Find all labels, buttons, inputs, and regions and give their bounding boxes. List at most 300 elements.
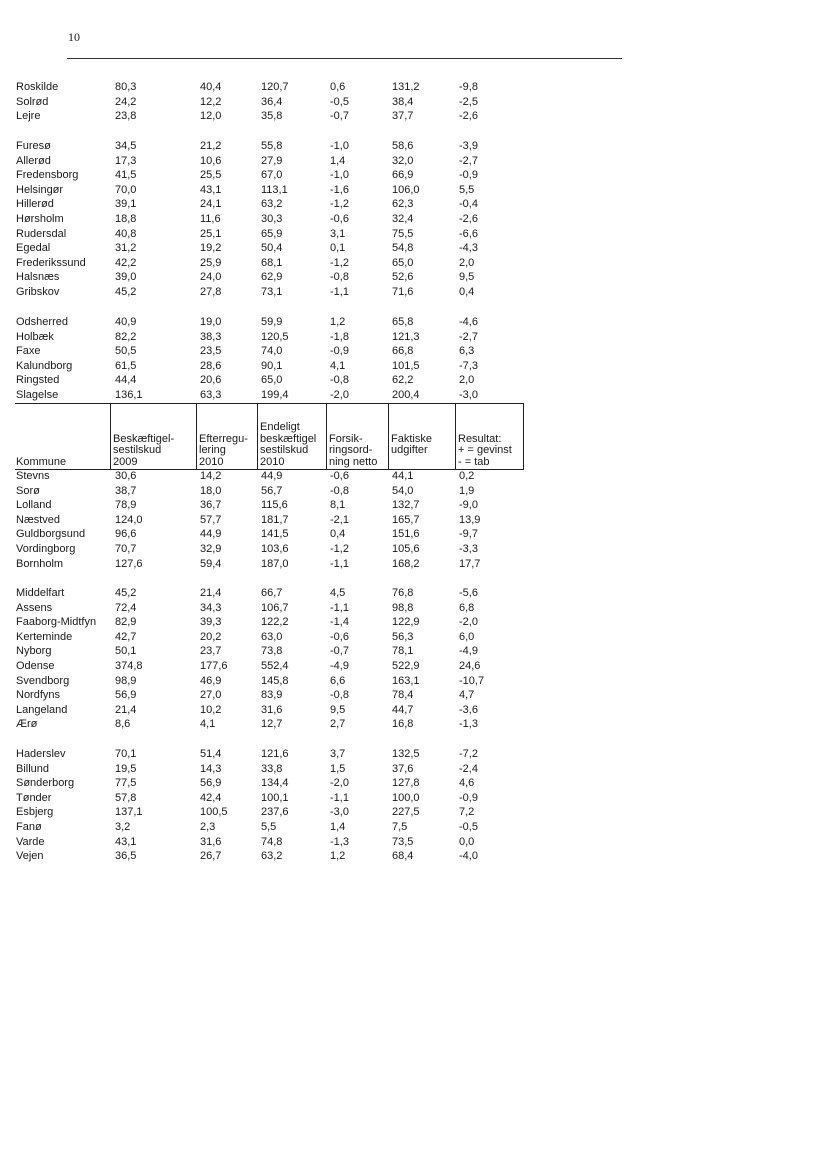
- kommune-name: Kerteminde: [16, 630, 73, 643]
- table-cell: 24,1: [200, 198, 222, 211]
- table-cell: 101,5: [392, 359, 420, 372]
- column-header-line: ning netto: [329, 455, 378, 468]
- header-divider: [326, 403, 327, 469]
- table-row: [0, 227, 600, 242]
- column-header-line: Resultat:: [458, 432, 502, 445]
- column-header-line: - = tab: [458, 455, 490, 468]
- column-header-line: 2009: [113, 455, 138, 468]
- kommune-name: Vejen: [16, 850, 44, 863]
- table-cell: 36,7: [200, 499, 222, 512]
- table-cell: 42,7: [115, 630, 137, 643]
- column-header-line: lering: [199, 444, 226, 456]
- table-row: [0, 805, 600, 820]
- table-cell: 59,4: [200, 557, 222, 570]
- table-cell: -0,8: [330, 689, 349, 702]
- table-cell: -0,5: [459, 821, 478, 833]
- table-cell: 163,1: [392, 674, 420, 687]
- table-cell: -4,6: [459, 316, 478, 328]
- kommune-name: Halsnæs: [16, 271, 60, 284]
- table-cell: 62,9: [261, 271, 283, 284]
- table-cell: 66,9: [392, 169, 414, 182]
- table-cell: 66,7: [261, 587, 283, 599]
- table-row: [0, 285, 600, 300]
- table-cell: 36,5: [115, 850, 137, 863]
- table-cell: 27,8: [200, 286, 222, 298]
- table-cell: 24,6: [459, 660, 481, 672]
- table-cell: -1,8: [330, 330, 349, 343]
- table-cell: 4,7: [459, 689, 475, 702]
- table-cell: 43,1: [200, 183, 222, 196]
- table-cell: 168,2: [392, 557, 420, 570]
- table-cell: 51,4: [200, 748, 222, 760]
- table-cell: 78,4: [392, 689, 414, 702]
- table-cell: 50,4: [261, 242, 283, 255]
- table-cell: 124,0: [115, 513, 143, 526]
- column-header-line: sestilskud: [260, 444, 309, 456]
- table-cell: 24,0: [200, 271, 222, 284]
- table-cell: -6,6: [459, 227, 478, 240]
- table-cell: 98,8: [392, 601, 414, 614]
- table-cell: 1,4: [330, 821, 346, 833]
- table-cell: 2,0: [459, 374, 475, 387]
- kommune-name: Assens: [16, 601, 53, 614]
- table-cell: -3,3: [459, 543, 478, 555]
- table-cell: 120,7: [261, 81, 289, 93]
- table-row: [0, 256, 600, 271]
- table-cell: 19,2: [200, 242, 222, 255]
- kommune-name: Frederikssund: [16, 256, 86, 269]
- table-cell: -1,4: [330, 616, 349, 629]
- table-cell: 78,9: [115, 499, 137, 512]
- table-cell: 78,1: [392, 645, 414, 658]
- table-cell: 120,5: [261, 330, 289, 343]
- table-cell: 165,7: [392, 513, 420, 526]
- table-cell: 0,1: [330, 242, 346, 255]
- kommune-name: Allerød: [16, 154, 51, 167]
- table-cell: 181,7: [261, 513, 289, 526]
- table-cell: 4,6: [459, 777, 475, 790]
- table-cell: -7,2: [459, 748, 478, 760]
- table-cell: 98,9: [115, 674, 137, 687]
- table-cell: 72,4: [115, 601, 137, 614]
- table-cell: 76,8: [392, 587, 414, 599]
- table-cell: 100,5: [200, 806, 228, 819]
- table-cell: 27,0: [200, 689, 222, 702]
- kommune-name: Tønder: [16, 791, 52, 804]
- table-cell: -2,6: [459, 110, 478, 123]
- table-cell: 121,3: [392, 330, 420, 343]
- table-cell: 57,8: [115, 791, 137, 804]
- table-row: [0, 197, 600, 212]
- table-cell: 40,9: [115, 316, 137, 328]
- table-cell: 23,8: [115, 110, 137, 123]
- table-cell: -3,0: [459, 389, 478, 401]
- header-rule: [67, 58, 622, 59]
- table-cell: 34,3: [200, 601, 222, 614]
- kommune-name: Nyborg: [16, 645, 52, 658]
- table-cell: 25,1: [200, 227, 222, 240]
- table-cell: 61,5: [115, 359, 137, 372]
- table-cell: 0,4: [459, 286, 475, 298]
- kommune-name: Egedal: [16, 242, 51, 255]
- column-header-line: Endeligt: [260, 421, 300, 433]
- table-cell: 59,9: [261, 316, 283, 328]
- table-cell: -0,8: [330, 271, 349, 284]
- table-cell: -0,6: [330, 630, 349, 643]
- table-cell: 127,6: [115, 557, 143, 570]
- table-cell: 187,0: [261, 557, 289, 570]
- table-cell: 12,0: [200, 110, 222, 123]
- table-cell: -0,6: [330, 213, 349, 225]
- table-row: [0, 139, 600, 154]
- table-cell: 82,9: [115, 616, 137, 629]
- table-cell: 40,8: [115, 227, 137, 240]
- table-cell: 11,6: [200, 213, 221, 225]
- kommune-name: Næstved: [16, 513, 61, 526]
- table-row: [0, 586, 600, 601]
- table-cell: -9,7: [459, 528, 478, 541]
- table-row: [0, 168, 600, 183]
- table-cell: 45,2: [115, 286, 137, 298]
- table-cell: 21,4: [200, 587, 222, 599]
- table-row: [0, 241, 600, 256]
- kommune-name: Bornholm: [16, 557, 64, 570]
- table-cell: -3,0: [330, 806, 349, 819]
- kommune-name: Hillerød: [16, 198, 54, 211]
- table-cell: 56,7: [261, 484, 283, 497]
- table-row: [0, 557, 600, 572]
- kommune-name: Helsingør: [16, 183, 64, 196]
- table-cell: 39,3: [200, 616, 222, 629]
- table-row: [0, 154, 600, 169]
- table-cell: 65,0: [392, 256, 414, 269]
- table-cell: 6,0: [459, 630, 475, 643]
- header-divider: [388, 403, 389, 469]
- table-cell: 23,7: [200, 645, 222, 658]
- column-header-line: Faktiske: [391, 432, 432, 445]
- table-cell: 25,9: [200, 256, 222, 269]
- table-cell: 121,6: [261, 748, 289, 760]
- table-row: [0, 315, 600, 330]
- table-cell: 30,3: [261, 213, 283, 225]
- table-cell: 77,5: [115, 777, 137, 790]
- table-cell: 54,0: [392, 484, 414, 497]
- table-cell: 31,6: [261, 703, 283, 716]
- table-cell: 227,5: [392, 806, 420, 819]
- table-cell: 137,1: [115, 806, 143, 819]
- column-header-line: udgifter: [391, 444, 428, 456]
- kommune-name: Nordfyns: [16, 689, 61, 702]
- table-cell: 26,7: [200, 850, 222, 863]
- kommune-name: Haderslev: [16, 748, 66, 760]
- table-cell: 115,6: [261, 499, 288, 512]
- table-cell: 32,4: [392, 213, 414, 225]
- table-cell: -1,1: [330, 286, 349, 298]
- table-cell: 131,2: [392, 81, 420, 93]
- table-cell: 3,2: [115, 821, 131, 833]
- table-cell: 3,7: [330, 748, 346, 760]
- table-cell: -1,0: [330, 169, 349, 182]
- table-cell: 200,4: [392, 389, 420, 401]
- table-row: [0, 80, 600, 95]
- column-header-kommune: Kommune: [16, 455, 67, 468]
- table-cell: 38,7: [115, 484, 137, 497]
- table-cell: 37,7: [392, 110, 414, 123]
- table-cell: 65,0: [261, 374, 283, 387]
- table-cell: 50,5: [115, 345, 137, 358]
- table-cell: 7,2: [459, 806, 475, 819]
- header-divider: [110, 403, 111, 469]
- table-row: [0, 513, 600, 528]
- table-cell: -1,1: [330, 601, 349, 614]
- kommune-name: Svendborg: [16, 674, 70, 687]
- column-header-line: sestilskud: [113, 444, 162, 456]
- table-cell: 19,5: [115, 762, 137, 775]
- table-cell: 30,6: [115, 470, 137, 482]
- table-cell: -0,8: [330, 374, 349, 387]
- table-cell: 62,2: [392, 374, 414, 387]
- table-cell: 58,6: [392, 140, 414, 152]
- table-cell: 44,9: [200, 528, 222, 541]
- table-cell: 33,8: [261, 762, 283, 775]
- table-cell: 21,2: [200, 140, 222, 152]
- table-cell: 73,8: [261, 645, 283, 658]
- table-cell: 9,5: [459, 271, 475, 284]
- table-cell: -0,8: [330, 484, 349, 497]
- column-header-line: + = gevinst: [458, 444, 512, 456]
- table-cell: -1,1: [330, 557, 349, 570]
- table-cell: 56,9: [200, 777, 222, 790]
- kommune-name: Lejre: [16, 110, 41, 123]
- kommune-name: Solrød: [16, 95, 49, 108]
- table-cell: -1,2: [330, 198, 349, 211]
- kommune-name: Langeland: [16, 703, 68, 716]
- table-cell: 237,6: [261, 806, 289, 819]
- table-cell: -4,9: [330, 660, 349, 672]
- table-cell: 1,2: [330, 850, 346, 863]
- table-cell: -2,4: [459, 762, 478, 775]
- table-cell: 2,0: [459, 256, 475, 269]
- table-cell: 74,8: [261, 835, 283, 848]
- table-row: [0, 615, 600, 630]
- table-row: [0, 688, 600, 703]
- table-cell: 82,2: [115, 330, 137, 343]
- table-cell: -0,6: [330, 470, 349, 482]
- table-cell: -2,6: [459, 213, 478, 225]
- table-cell: 0,4: [330, 528, 346, 541]
- table-cell: 62,3: [392, 198, 414, 211]
- table-cell: 70,7: [115, 543, 137, 555]
- table-cell: -4,9: [459, 645, 478, 658]
- table-cell: 20,6: [200, 374, 222, 387]
- table-cell: -0,7: [330, 110, 349, 123]
- table-row: [0, 95, 600, 110]
- table-row: [0, 791, 600, 806]
- table-cell: -2,0: [330, 389, 349, 401]
- table-cell: 44,9: [261, 470, 283, 482]
- kommune-name: Roskilde: [16, 81, 59, 93]
- table-cell: 73,1: [261, 286, 283, 298]
- table-row: [0, 183, 600, 198]
- table-cell: -0,4: [459, 198, 478, 211]
- header-divider: [196, 403, 197, 469]
- kommune-name: Vordingborg: [16, 543, 76, 555]
- kommune-name: Sorø: [16, 484, 40, 497]
- table-cell: 3,1: [330, 227, 346, 240]
- kommune-name: Hørsholm: [16, 213, 64, 225]
- table-cell: -1,2: [330, 256, 349, 269]
- table-cell: 2,7: [330, 718, 346, 731]
- table-cell: 75,5: [392, 227, 414, 240]
- table-row: [0, 469, 600, 484]
- table-cell: 63,0: [261, 630, 283, 643]
- table-cell: 0,6: [330, 81, 346, 93]
- table-cell: 42,4: [200, 791, 222, 804]
- kommune-name: Odsherred: [16, 316, 68, 328]
- table-cell: -0,5: [330, 95, 349, 108]
- header-divider: [257, 403, 258, 469]
- table-cell: -7,3: [459, 359, 478, 372]
- table-cell: 106,0: [392, 183, 420, 196]
- table-cell: 4,1: [330, 359, 346, 372]
- kommune-name: Rudersdal: [16, 227, 67, 240]
- table-row: [0, 542, 600, 557]
- table-row: [0, 330, 600, 345]
- table-cell: -1,6: [330, 183, 349, 196]
- table-cell: 68,1: [261, 256, 283, 269]
- table-cell: 41,5: [115, 169, 137, 182]
- table-row: [0, 212, 600, 227]
- table-cell: -1,3: [330, 835, 349, 848]
- table-cell: 18,8: [115, 213, 137, 225]
- table-cell: 132,7: [392, 499, 420, 512]
- table-cell: 0,0: [459, 835, 475, 848]
- table-cell: 12,2: [200, 95, 222, 108]
- table-cell: 35,8: [261, 110, 283, 123]
- table-cell: 65,9: [261, 227, 283, 240]
- column-header-line: 2010: [199, 455, 224, 468]
- table-cell: 63,2: [261, 198, 283, 211]
- table-cell: 39,0: [115, 271, 137, 284]
- table-cell: 122,2: [261, 616, 289, 629]
- table-cell: 42,2: [115, 256, 137, 269]
- table-row: [0, 849, 600, 864]
- table-row: [0, 747, 600, 762]
- table-cell: 55,8: [261, 140, 283, 152]
- table-cell: 9,5: [330, 703, 346, 716]
- table-cell: 52,6: [392, 271, 414, 284]
- table-row: [0, 717, 600, 732]
- kommune-name: Holbæk: [16, 330, 54, 343]
- table-cell: 8,1: [330, 499, 346, 512]
- table-cell: 68,4: [392, 850, 414, 863]
- table-cell: -0,9: [459, 169, 478, 182]
- table-cell: 24,2: [115, 95, 137, 108]
- table-cell: 0,2: [459, 470, 475, 482]
- table-cell: 32,9: [200, 543, 222, 555]
- table-cell: 5,5: [261, 821, 277, 833]
- table-cell: -0,9: [459, 791, 478, 804]
- table-cell: 136,1: [115, 389, 143, 401]
- table-cell: 74,0: [261, 345, 283, 358]
- table-cell: 8,6: [115, 718, 131, 731]
- table-cell: -0,7: [330, 645, 349, 658]
- table-cell: 57,7: [200, 513, 222, 526]
- table-cell: 34,5: [115, 140, 137, 152]
- table-cell: 145,8: [261, 674, 289, 687]
- table-row: [0, 703, 600, 718]
- table-cell: 90,1: [261, 359, 283, 372]
- table-cell: 17,7: [459, 557, 481, 570]
- table-cell: 151,6: [392, 528, 420, 541]
- table-cell: 25,5: [200, 169, 222, 182]
- table-row: [0, 344, 600, 359]
- column-header-line: Beskæftigel-: [113, 432, 175, 445]
- table-cell: 552,4: [261, 660, 289, 672]
- table-cell: 141,5: [261, 528, 289, 541]
- table-row: [0, 644, 600, 659]
- table-cell: 70,0: [115, 183, 137, 196]
- table-cell: 43,1: [115, 835, 137, 848]
- kommune-name: Slagelse: [16, 389, 59, 401]
- table-row: [0, 498, 600, 513]
- kommune-name: Kalundborg: [16, 359, 73, 372]
- table-cell: 36,4: [261, 95, 283, 108]
- kommune-name: Billund: [16, 762, 50, 775]
- column-header-line: Efterregu-: [199, 432, 248, 445]
- table-cell: -10,7: [459, 674, 485, 687]
- table-cell: 7,5: [392, 821, 408, 833]
- table-cell: 65,8: [392, 316, 414, 328]
- kommune-name: Middelfart: [16, 587, 65, 599]
- table-row: [0, 388, 600, 403]
- table-cell: -1,1: [330, 791, 349, 804]
- table-cell: -9,8: [459, 81, 478, 93]
- table-cell: 1,2: [330, 316, 346, 328]
- table-row: [0, 674, 600, 689]
- table-cell: 5,5: [459, 183, 475, 196]
- table-cell: 1,9: [459, 484, 475, 497]
- table-cell: -1,2: [330, 543, 349, 555]
- table-cell: 522,9: [392, 660, 420, 672]
- table-cell: 66,8: [392, 345, 414, 358]
- table-cell: -2,7: [459, 330, 478, 343]
- table-cell: 80,3: [115, 81, 137, 93]
- table-row: [0, 776, 600, 791]
- kommune-name: Ærø: [16, 718, 38, 731]
- table-cell: 46,9: [200, 674, 222, 687]
- table-cell: 45,2: [115, 587, 137, 599]
- table-cell: 14,2: [200, 470, 222, 482]
- table-cell: 12,7: [261, 718, 283, 731]
- table-row: [0, 109, 600, 124]
- table-cell: 10,6: [200, 154, 222, 167]
- kommune-name: Esbjerg: [16, 806, 54, 819]
- table-row: [0, 270, 600, 285]
- table-cell: 18,0: [200, 484, 222, 497]
- table-cell: 28,6: [200, 359, 222, 372]
- column-header-line: beskæftigel: [260, 432, 317, 445]
- table-cell: 73,5: [392, 835, 414, 848]
- kommune-name: Faxe: [16, 345, 41, 358]
- table-cell: 100,1: [261, 791, 289, 804]
- table-cell: -2,5: [459, 95, 478, 108]
- table-cell: 70,1: [115, 748, 137, 760]
- table-cell: 71,6: [392, 286, 414, 298]
- table-cell: 14,3: [200, 762, 222, 775]
- table-cell: -2,0: [459, 616, 478, 629]
- table-cell: 44,7: [392, 703, 414, 716]
